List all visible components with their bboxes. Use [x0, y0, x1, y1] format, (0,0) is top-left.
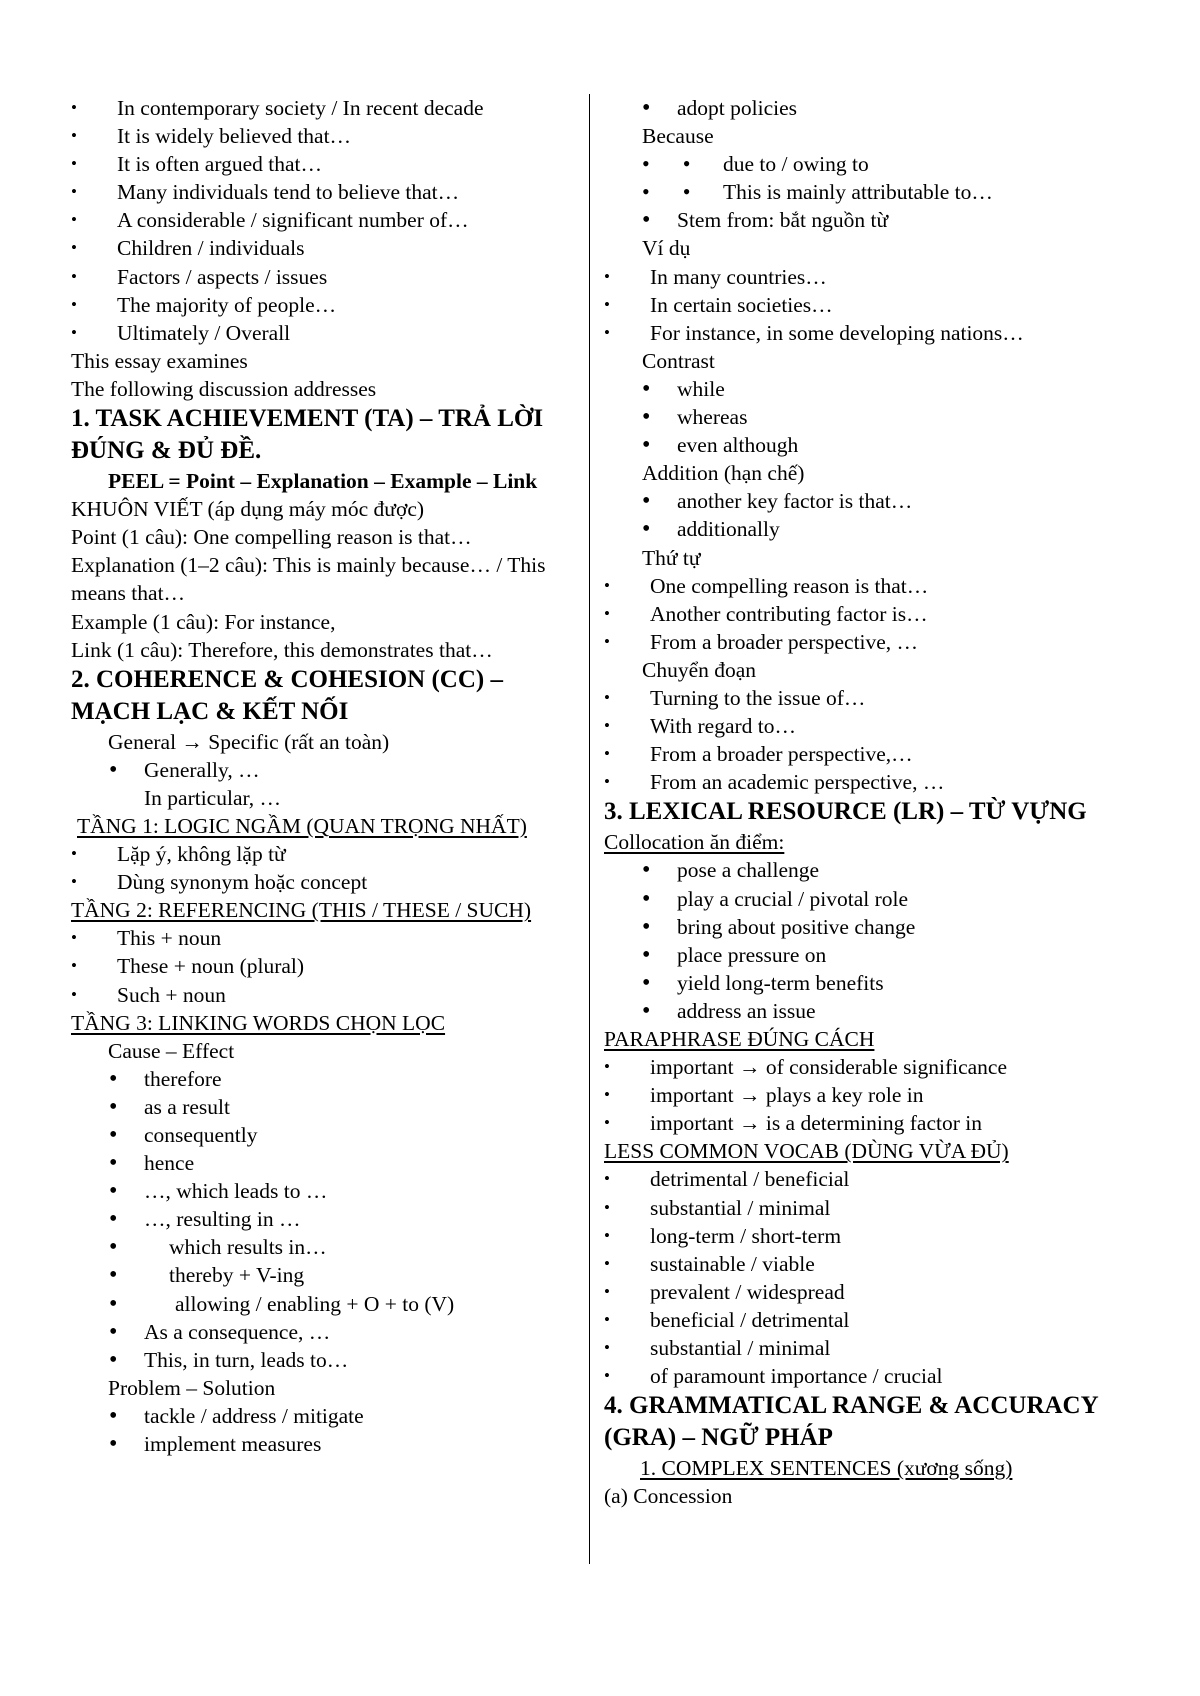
list-item: • It is widely believed that…: [71, 122, 571, 150]
list-item: • important → of considerable significance: [604, 1053, 1144, 1081]
left-column: [71, 94, 571, 1458]
list-item: • In contemporary society / In recent decade: [71, 94, 571, 122]
addition-label: Addition (hạn chế): [642, 461, 805, 486]
list-item: • Factors / aspects / issues: [71, 263, 571, 291]
list-item: • long-term / short-term: [604, 1222, 1144, 1250]
list-item: • Dùng synonym hoặc concept: [71, 868, 571, 896]
list-item: • tackle / address / mitigate: [71, 1402, 571, 1430]
tang3-heading: TẦNG 3: LINKING WORDS CHỌN LỌC: [71, 1010, 446, 1035]
list-item: • hence: [71, 1149, 571, 1177]
list-item: • This, in turn, leads to…: [71, 1346, 571, 1374]
list-item: • thereby + V-ing: [71, 1261, 571, 1289]
general-specific: General → Specific (rất an toàn): [108, 729, 390, 754]
list-item: • allowing / enabling + O + to (V): [71, 1290, 571, 1318]
list-item: • With regard to…: [604, 712, 1144, 740]
intro-line: This essay examines: [71, 348, 248, 373]
list-item: • sustainable / viable: [604, 1250, 1144, 1278]
list-item: • as a result: [71, 1093, 571, 1121]
complex-sentences-heading: 1. COMPLEX SENTENCES (xương sống): [640, 1456, 1013, 1481]
vidu-label: Ví dụ: [642, 236, 691, 261]
list-item: • From a broader perspective,…: [604, 740, 1144, 768]
list-item: • For instance, in some developing nations…: [604, 319, 1144, 347]
list-item: • prevalent / widespread: [604, 1278, 1144, 1306]
right-column: [604, 94, 1144, 1510]
list-item: • another key factor is that…: [604, 487, 1144, 515]
intro-line: The following discussion addresses: [71, 376, 377, 401]
list-item: • pose a challenge: [604, 856, 1144, 884]
list-item: • Turning to the issue of…: [604, 684, 1144, 712]
list-item: • As a consequence, …: [71, 1318, 571, 1346]
because-label: Because: [642, 124, 714, 149]
list-item: • In certain societies…: [604, 291, 1144, 319]
list-item: • The majority of people…: [71, 291, 571, 319]
tang1-heading: TẦNG 1: LOGIC NGẦM (QUAN TRỌNG NHẤT): [77, 813, 527, 838]
list-item: • implement measures: [71, 1430, 571, 1458]
list-item: • substantial / minimal: [604, 1334, 1144, 1362]
list-item: • of paramount importance / crucial: [604, 1362, 1144, 1390]
list-item: • Stem from: bắt nguồn từ: [604, 206, 1144, 234]
list-item: • This + noun: [71, 924, 571, 952]
section-heading-lr: 3. LEXICAL RESOURCE (LR) – TỪ VỰNG: [604, 798, 1087, 826]
column-divider: [589, 94, 590, 1564]
list-item: • It is often argued that…: [71, 150, 571, 178]
list-item: • • due to / owing to: [604, 150, 1144, 178]
list-item: • important → plays a key role in: [604, 1081, 1144, 1109]
explanation-line: Explanation (1–2 câu): This is mainly because… / This means that…: [71, 553, 546, 606]
list-item: • Generally, …: [71, 756, 571, 784]
list-item: • Many individuals tend to believe that…: [71, 178, 571, 206]
thutu-label: Thứ tự: [642, 545, 701, 570]
list-item: • Children / individuals: [71, 234, 571, 262]
paraphrase-heading: PARAPHRASE ĐÚNG CÁCH: [604, 1027, 875, 1051]
list-item: • …, resulting in …: [71, 1205, 571, 1233]
list-item: • bring about positive change: [604, 913, 1144, 941]
link-line: Link (1 câu): Therefore, this demonstrates that…: [71, 637, 493, 662]
collocation-heading: Collocation ăn điểm:: [604, 830, 785, 855]
list-item: • place pressure on: [604, 941, 1144, 969]
list-item: • One compelling reason is that…: [604, 572, 1144, 600]
section-heading-cc: 2. COHERENCE & COHESION (CC) – MẠCH LẠC & KẾT NỐI: [71, 665, 503, 725]
in-particular: In particular, …: [144, 785, 282, 810]
concession-label: (a) Concession: [604, 1484, 733, 1509]
list-item: • Lặp ý, không lặp từ: [71, 840, 571, 868]
list-item: • play a crucial / pivotal role: [604, 885, 1144, 913]
section-heading-gra: 4. GRAMMATICAL RANGE & ACCURACY (GRA) – NGỮ PHÁP: [604, 1392, 1098, 1452]
section-heading-ta: 1. TASK ACHIEVEMENT (TA) – TRẢ LỜI ĐÚNG & ĐỦ ĐỀ.: [71, 405, 544, 465]
list-item: • Ultimately / Overall: [71, 319, 571, 347]
list-item: • adopt policies: [604, 94, 1144, 122]
list-item: • therefore: [71, 1065, 571, 1093]
peel-heading: PEEL = Point – Explanation – Example – Link: [108, 469, 538, 494]
list-item: • even although: [604, 431, 1144, 459]
problem-solution-label: Problem – Solution: [108, 1375, 276, 1400]
list-item: • which results in…: [71, 1233, 571, 1261]
list-item: • …, which leads to …: [71, 1177, 571, 1205]
cause-effect-label: Cause – Effect: [108, 1038, 235, 1063]
list-item: • address an issue: [604, 997, 1144, 1025]
list-item: • In many countries…: [604, 263, 1144, 291]
list-item: • while: [604, 375, 1144, 403]
list-item: • additionally: [604, 515, 1144, 543]
khuon-viet: KHUÔN VIẾT (áp dụng máy móc được): [71, 497, 425, 522]
example-line: Example (1 câu): For instance,: [71, 609, 336, 634]
list-item: • detrimental / beneficial: [604, 1165, 1144, 1193]
list-item: • beneficial / detrimental: [604, 1306, 1144, 1334]
list-item: • consequently: [71, 1121, 571, 1149]
list-item: • From an academic perspective, …: [604, 768, 1144, 796]
list-item: • These + noun (plural): [71, 952, 571, 980]
list-item: • A considerable / significant number of…: [71, 206, 571, 234]
list-item: • yield long-term benefits: [604, 969, 1144, 997]
point-line: Point (1 câu): One compelling reason is that…: [71, 525, 472, 550]
list-item: • Such + noun: [71, 981, 571, 1009]
list-item: • Another contributing factor is…: [604, 600, 1144, 628]
list-item: • • This is mainly attributable to…: [604, 178, 1144, 206]
list-item: • whereas: [604, 403, 1144, 431]
list-item: • From a broader perspective, …: [604, 628, 1144, 656]
tang2-heading: TẦNG 2: REFERENCING (THIS / THESE / SUCH): [71, 898, 532, 923]
chuyen-label: Chuyển đoạn: [642, 657, 757, 682]
list-item: • important → is a determining factor in: [604, 1109, 1144, 1137]
contrast-label: Contrast: [642, 348, 715, 373]
list-item: • substantial / minimal: [604, 1194, 1144, 1222]
less-common-heading: LESS COMMON VOCAB (DÙNG VỪA ĐỦ): [604, 1139, 1009, 1164]
